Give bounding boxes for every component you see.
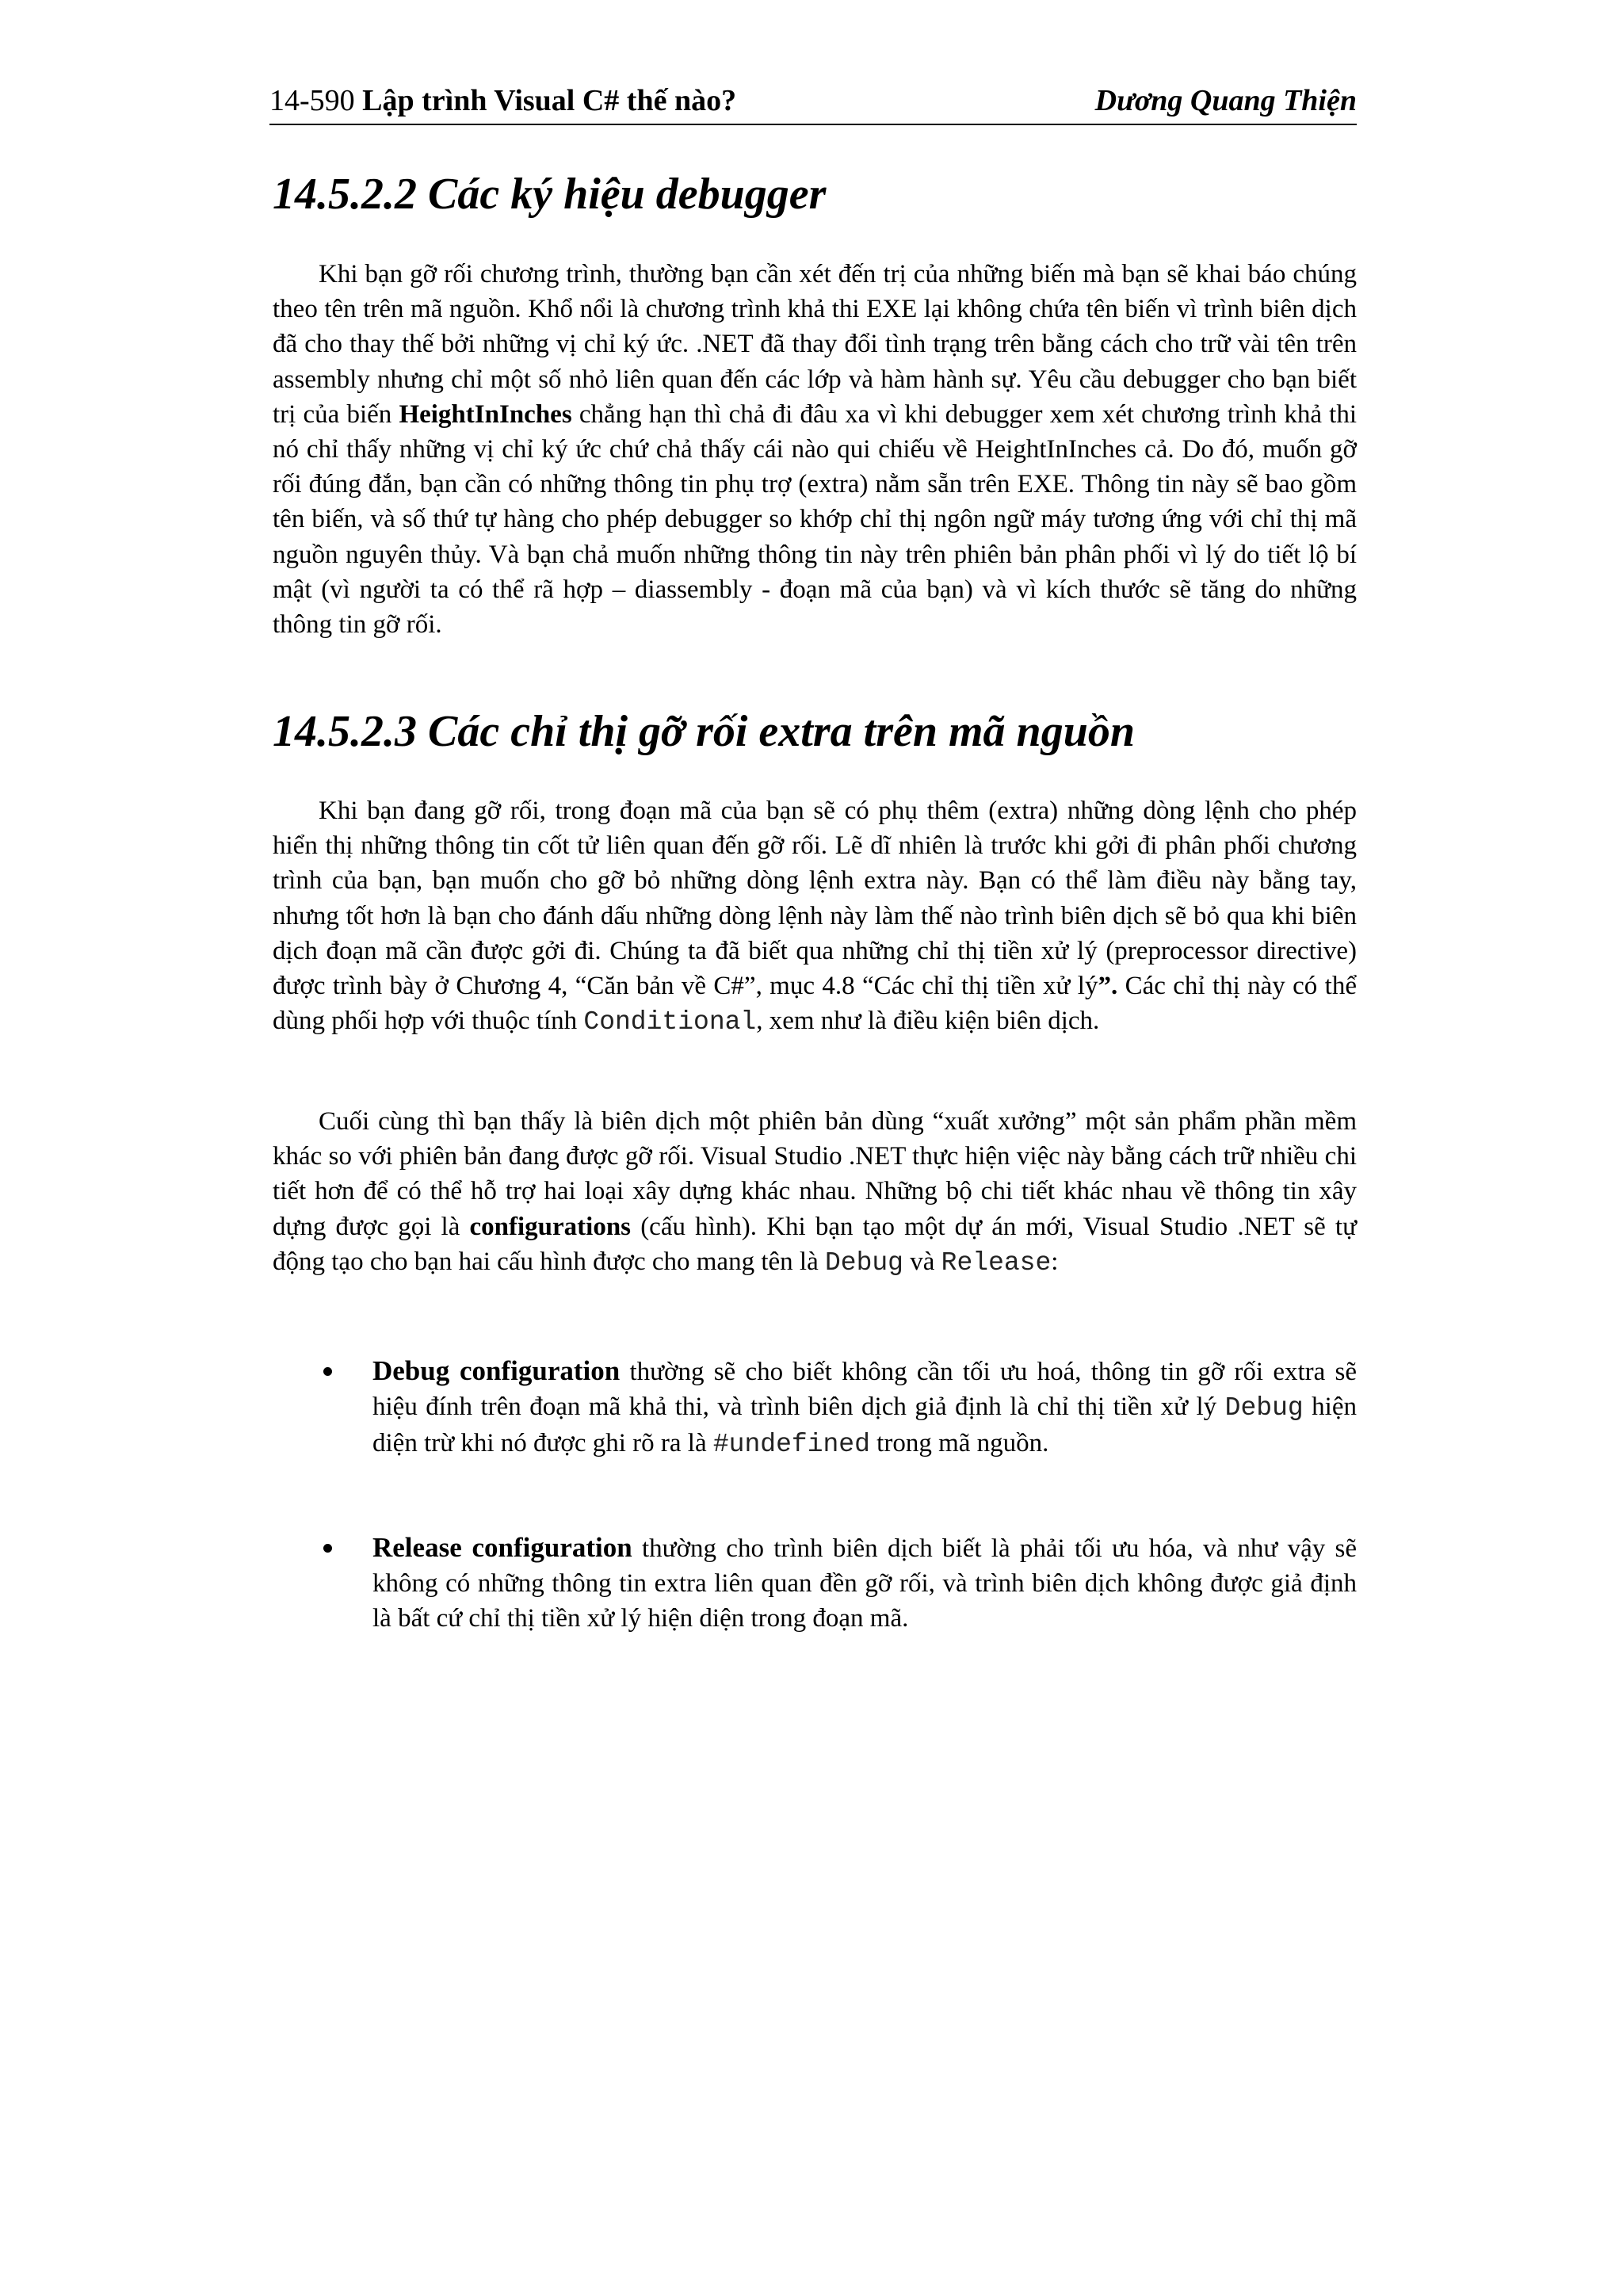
page-header: [269, 78, 1357, 125]
text-run: (cấu hình). Khi bạn tạo một dự án mới, Visual Studio .NET sẽ tự động tạo cho bạn hai cấu hình được cho mang tên là: [273, 1212, 1357, 1276]
bold-term: HeightInInches: [399, 399, 572, 429]
bold-term: configurations: [469, 1212, 632, 1241]
text-run: Khi bạn đang gỡ rối, trong đoạn mã của bạn sẽ có phụ thêm (extra) những dòng lệnh cho phép hiển thị những thông tin cốt tử liên quan đến gỡ rối. Lẽ dĩ nhiên là trước khi gởi đi phân phối chương trình của bạn, bạn muốn cho gỡ bỏ những dòng lệnh extra này. Bạn có thể làm điều này bằng tay, nhưng tốt hơn là bạn cho đánh dấu những dòng lệnh này làm thế nào trình biên dịch sẽ bỏ qua khi biên dịch đoạn mã cần được gởi đi. Chúng ta đã biết qua những chỉ thị tiền xử lý (preprocessor directive) được trình bày ở Chương 4, “Căn bản về C#”, mục 4.8 “Các chỉ thị tiền xử lý: [273, 797, 1357, 1001]
bullet-list-debug: [273, 1354, 1357, 1463]
header-left: [269, 78, 736, 124]
text-run: thường cho trình biên dịch biết là phải tối ưu hóa, và như vậy sẽ không có những thông tin extra liên quan đền gỡ rối, và trình biên dịch không được giả định là bất cứ chỉ thị tiền xử lý hiện diện trong đoạn mã.: [372, 1534, 1357, 1633]
bullet-term: Release configuration: [372, 1532, 632, 1563]
code-undefined: #undefined: [712, 1430, 870, 1460]
text-run: thường sẽ cho biết không cần tối ưu hoá, thông tin gỡ rối extra sẽ hiệu đính trên đoạn mã khả thi, và trình biên dịch giả định là chỉ thị tiền xử lý: [372, 1358, 1358, 1422]
section-heading-debugger-symbols: 14.5.2.2 Các ký hiệu debugger: [273, 170, 827, 219]
book-title: Lập trình Visual C# thế nào?: [362, 84, 737, 117]
text-run: :: [1051, 1247, 1059, 1276]
text-run: Các chỉ thị này có thể dùng phối hợp với thuộc tính: [273, 972, 1357, 1036]
code-release: Release: [941, 1247, 1052, 1278]
text-run: Cuối cùng thì bạn thấy là biên dịch một phiên bản dùng “xuất xưởng” một sản phẩm phần mềm khác so với phiên bản đang được gỡ rối. Visual Studio .NET thực hiện việc này bằng cách trữ nhiều chi tiết hơn để có thể hỗ trợ hai loại xây dựng khác nhau. Những bộ chi tiết khác nhau về thông tin xây dựng được gọi là: [273, 1107, 1357, 1241]
code-debug: Debug: [824, 1247, 903, 1278]
page-number: 14-590: [269, 84, 355, 117]
code-debug-inline: Debug: [1224, 1393, 1304, 1423]
code-conditional: Conditional: [583, 1007, 757, 1037]
bullet-list-release: [273, 1530, 1357, 1637]
paragraph-extra-debug-lines: [273, 793, 1357, 1040]
bullet-icon: [323, 1367, 332, 1376]
author-name: Dương Quang Thiện: [1094, 84, 1357, 117]
bold-quote: ”.: [1098, 972, 1118, 1001]
paragraph-configurations: [273, 1104, 1357, 1281]
bullet-term: Debug configuration: [372, 1355, 621, 1386]
list-item-release-configuration: [273, 1530, 1357, 1637]
text-run: trong mã nguồn.: [869, 1429, 1049, 1458]
bullet-icon: [323, 1544, 332, 1553]
paragraph-debugger-symbols: [273, 257, 1357, 642]
text-run: hiện diện trừ khi nó được ghi rõ ra là: [372, 1392, 1357, 1458]
text-run: và: [903, 1247, 941, 1276]
text-run: chẳng hạn thì chả đi đâu xa vì khi debugger xem xét chương trình khả thi nó chỉ thấy những vị chỉ ký ức chứ chả thấy cái nào qui chiếu về HeightInInches cả. Do đó, muốn gỡ rối đúng đắn, bạn cần có những thông tin phụ trợ (extra) nằm sẵn trên EXE. Thông tin này sẽ bao gồm tên biến, và số thứ tự hàng cho phép debugger so khớp chỉ thị ngôn ngữ máy tương ứng với chỉ thị mã nguồn nguyên thủy. Và bạn chả muốn những thông tin này trên phiên bản phân phối vì lý do tiết lộ bí mật (vì người ta có thể rã hợp – diassembly - đoạn mã của bạn) và vì kích thước sẽ tăng do những thông tin gỡ rối.: [273, 399, 1357, 640]
list-item-debug-configuration: [273, 1354, 1357, 1463]
text-run: , xem như là điều kiện biên dịch.: [756, 1007, 1100, 1036]
section-heading-extra-debug-directives: 14.5.2.3 Các chỉ thị gỡ rối extra trên mã nguồn: [273, 707, 1135, 756]
text-run: Khi bạn gỡ rối chương trình, thường bạn cần xét đến trị của những biến mà bạn sẽ khai báo chúng theo tên trên mã nguồn. Khổ nổi là chương trình khả thi EXE lại không chứa tên biến vì trình biên dịch đã cho thay thế bởi những vị chỉ ký ức. .NET đã thay đổi tình trạng trên bằng cách cho trữ vài tên trên assembly nhưng chỉ một số nhỏ liên quan đến các lớp và hàm hành sự. Yêu cầu debugger cho bạn biết trị của biến: [273, 260, 1357, 429]
